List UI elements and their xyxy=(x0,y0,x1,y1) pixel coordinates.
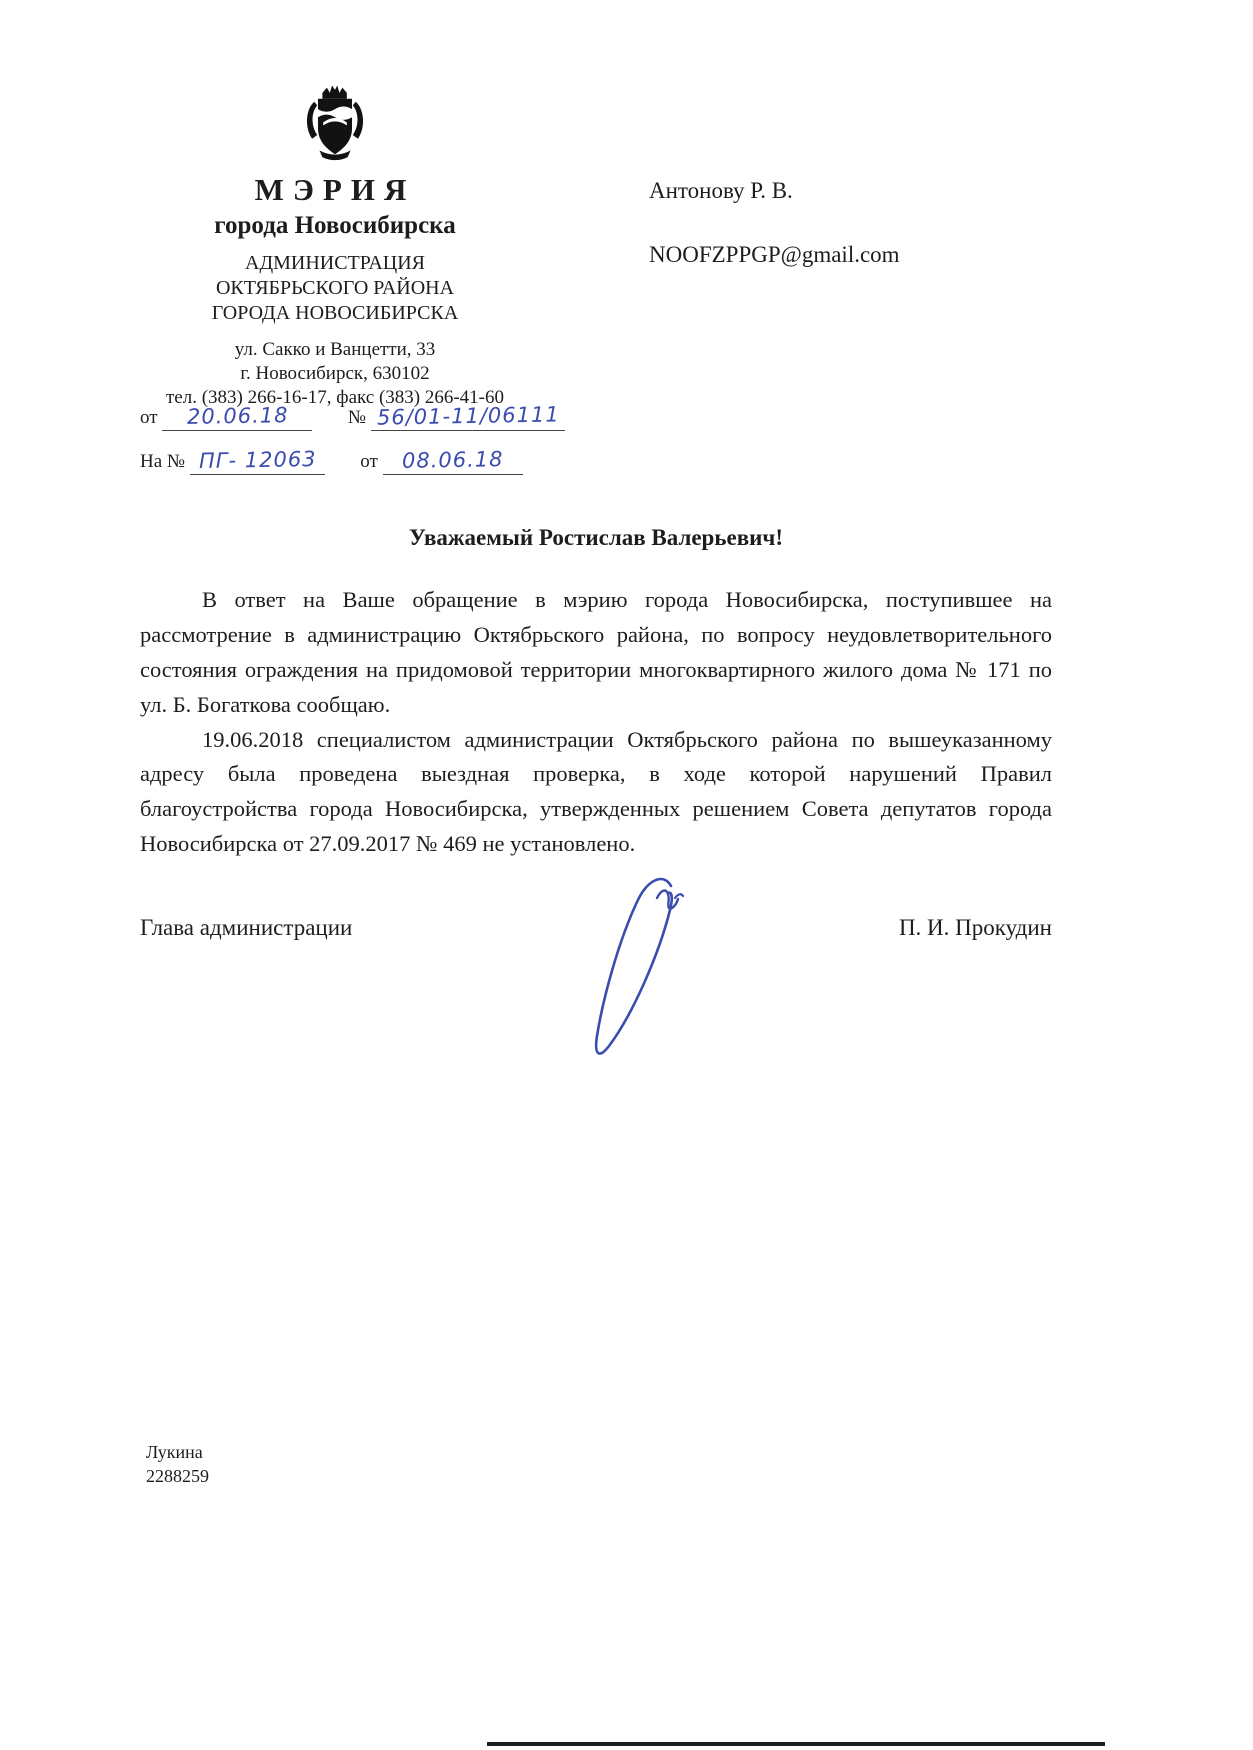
signer-name: П. И. Прокудин xyxy=(898,915,1052,940)
letter-body xyxy=(140,583,1052,862)
org-name-line1: МЭРИЯ xyxy=(254,172,416,207)
ref-from-handwritten: 20.06.18 xyxy=(186,403,289,429)
ref-reply-field xyxy=(190,448,325,475)
executor-phone: 2288259 xyxy=(146,1466,209,1487)
ref-reply-handwritten: ПГ- 12063 xyxy=(198,446,317,474)
reference-line-outgoing xyxy=(140,404,565,431)
ref-reply-date-handwritten: 08.06.18 xyxy=(401,447,504,473)
letterhead-org-block xyxy=(130,72,540,409)
ref-number-field xyxy=(371,404,566,431)
recipient-name: Антонову Р. В. xyxy=(649,178,793,203)
ref-reply-label: На № xyxy=(140,451,186,472)
scan-artifact-line xyxy=(487,1742,1105,1746)
recipient-email: NOOFZPPGP@gmail.com xyxy=(649,242,900,267)
novosibirsk-coat-of-arms-icon xyxy=(298,72,372,164)
org-sub-line3: ГОРОДА НОВОСИБИРСКА xyxy=(211,302,459,324)
org-sub-line1: АДМИНИСТРАЦИЯ xyxy=(245,252,425,274)
handwritten-signature xyxy=(575,858,715,1073)
reference-line-incoming xyxy=(140,448,523,475)
salutation: Уважаемый Ростислав Валерьевич! xyxy=(408,525,784,550)
org-name-line2: города Новосибирска xyxy=(214,212,456,239)
ref-reply-date-label: от xyxy=(360,451,378,472)
ref-number-handwritten: 56/01-11/06111 xyxy=(376,402,560,430)
body-paragraph-2: 19.06.2018 специалистом администрации Октябрьского района по вышеуказанному адресу была проведена выездная проверка, в ходе которой нарушений Правил благоустройства города Новосибирска, утвержденных решением Совета депутатов города Новосибирска от 27.09.2017 № 469 не установлено. xyxy=(140,726,1052,857)
org-address-line2: г. Новосибирск, 630102 xyxy=(240,363,430,384)
executor-name: Лукина xyxy=(146,1442,203,1462)
ref-from-field xyxy=(162,404,312,431)
body-paragraph-1: В ответ на Ваше обращение в мэрию города Новосибирска, поступившее на рассмотрение в администрацию Октябрьского района, по вопросу неудовлетворительного состояния ограждения на придомовой территории многоквартирного жилого дома № 171 по ул. Б. Богаткова сообщаю. xyxy=(140,587,1052,717)
ref-number-label: № xyxy=(347,407,366,428)
org-address-line3: тел. (383) 266-16-17, факс (383) 266-41-60 xyxy=(165,387,505,408)
ref-from-label: от xyxy=(140,407,158,428)
org-sub-line2: ОКТЯБРЬСКОГО РАЙОНА xyxy=(215,277,455,299)
executor-block xyxy=(146,1440,209,1489)
recipient-block xyxy=(649,178,1119,268)
signer-position: Глава администрации xyxy=(140,915,353,940)
org-address-line1: ул. Сакко и Ванцетти, 33 xyxy=(234,339,436,360)
ref-reply-date-field xyxy=(383,448,523,475)
